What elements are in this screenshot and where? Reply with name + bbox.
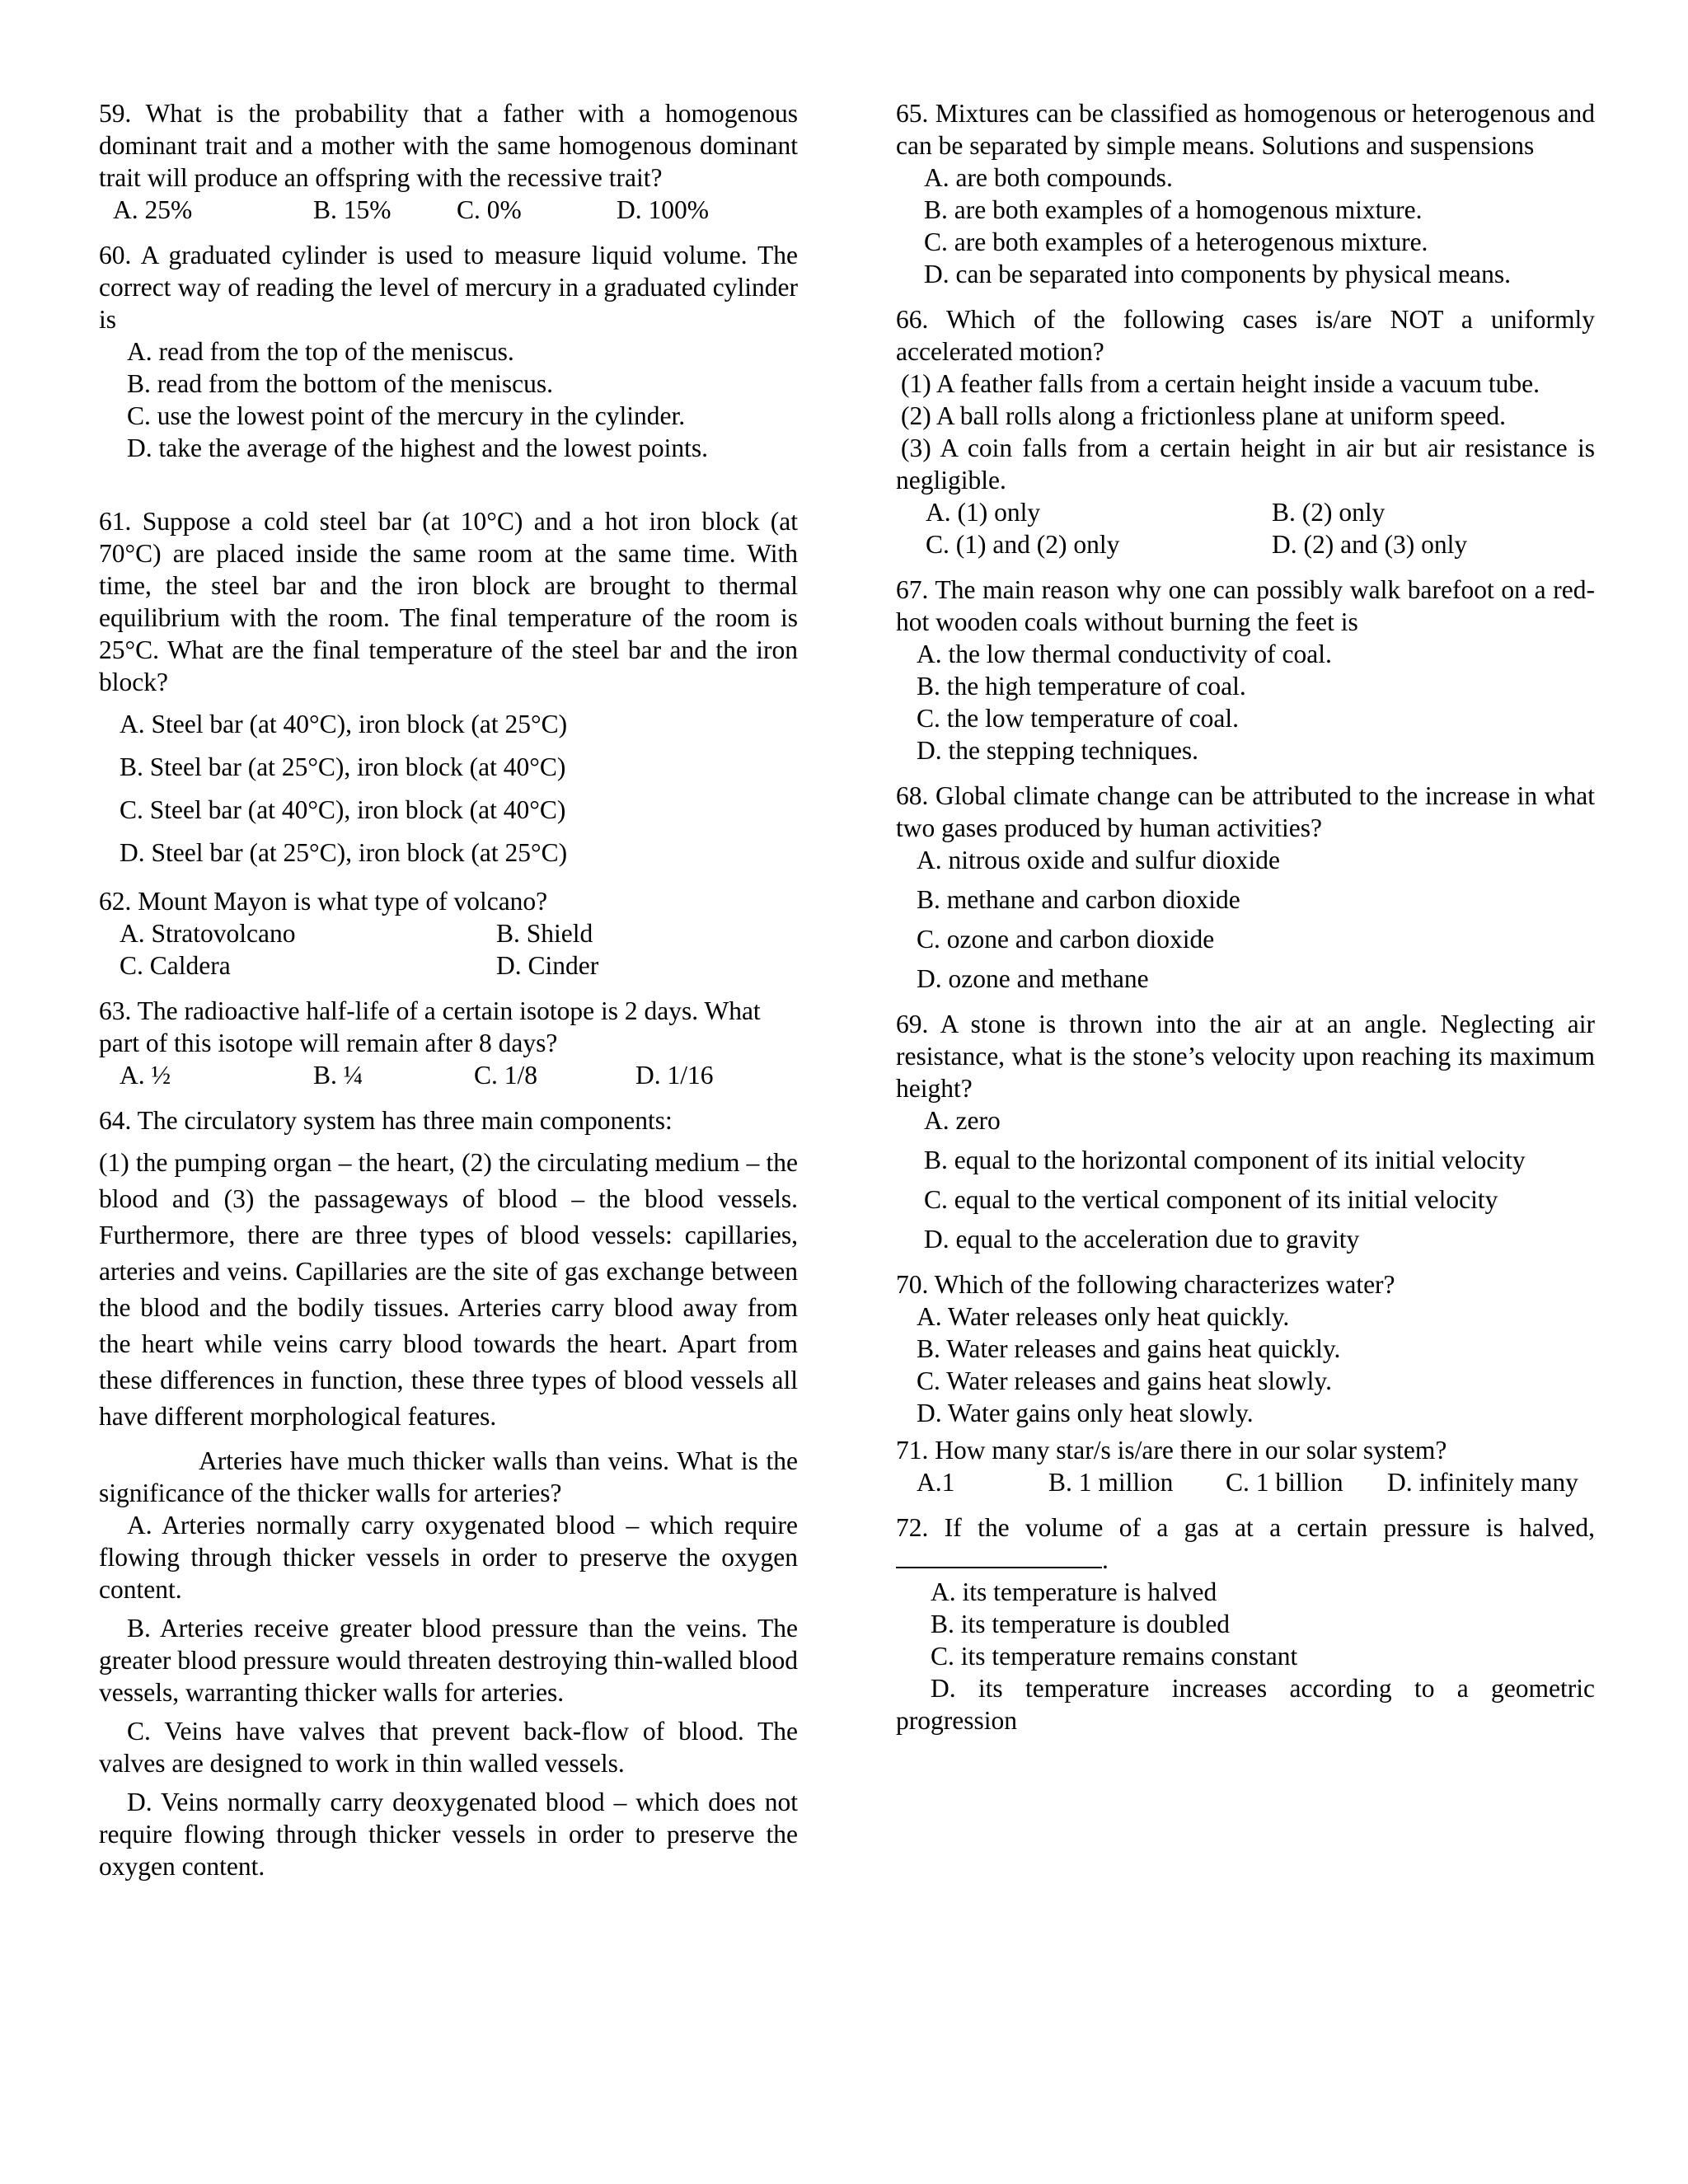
option-66-c[interactable]: C. (1) and (2) only (926, 530, 1120, 559)
statement-66-2: (2) A ball rolls along a frictionless plane at uniform speed. (901, 401, 1506, 430)
question-70 (896, 1268, 1595, 1429)
option-64-d[interactable]: D. Veins normally carry deoxygenated blood – which does not require flowing through thicker vessels in order to preserve the oxygen content. (99, 1788, 798, 1881)
question-63 (99, 995, 798, 1091)
option-62-a[interactable]: A. Stratovolcano (120, 919, 296, 948)
option-63-b[interactable]: B. ¼ (313, 1061, 363, 1090)
option-69-d[interactable]: D. equal to the acceleration due to gravity (924, 1225, 1360, 1254)
option-64-c[interactable]: C. Veins have valves that prevent back-flow of blood. The valves are designed to work in thin walled vessels. (99, 1717, 798, 1778)
question-63-stem: 63. The radioactive half-life of a certain isotope is 2 days. What part of this isotope will remain after 8 days? (99, 996, 761, 1057)
option-63-a[interactable]: A. ½ (120, 1061, 171, 1090)
option-69-c[interactable]: C. equal to the vertical component of its initial velocity (924, 1185, 1498, 1214)
option-65-d[interactable]: D. can be separated into components by physical means. (924, 260, 1512, 288)
question-59-stem: 59. What is the probability that a father with a homogenous dominant trait and a mother with the same homogenous dominant trait will produce an offspring with the recessive trait? (99, 99, 798, 192)
option-60-c[interactable]: C. use the lowest point of the mercury in the cylinder. (127, 401, 686, 430)
option-71-a[interactable]: A.1 (917, 1468, 955, 1497)
question-68-stem: 68. Global climate change can be attributed to the increase in what two gases produced by human activities? (896, 781, 1595, 842)
right-column (896, 97, 1595, 1736)
option-72-d[interactable]: D. its temperature increases according to a geometric progression (896, 1674, 1595, 1735)
question-64-stem: 64. The circulatory system has three main components: (99, 1106, 673, 1135)
question-61 (99, 505, 798, 869)
option-72-b[interactable]: B. its temperature is doubled (931, 1610, 1231, 1638)
option-61-b[interactable]: B. Steel bar (at 25°C), iron block (at 40°C) (120, 752, 566, 781)
question-68 (896, 780, 1595, 995)
question-65-stem: 65. Mixtures can be classified as homogenous or heterogenous and can be separated by simple means. Solutions and suspensions (896, 99, 1595, 160)
question-66 (896, 303, 1595, 560)
question-64 (99, 1104, 798, 1882)
question-61-stem: 61. Suppose a cold steel bar (at 10°C) and a hot iron block (at 70°C) are placed inside the same room at the same time. With time, the steel bar and the iron block are brought to thermal equilibrium with the room. The final temperature of the room is 25°C. What are the final temperature of the steel bar and the iron block? (99, 507, 798, 696)
question-62-stem: 62. Mount Mayon is what type of volcano? (99, 887, 548, 916)
option-66-a[interactable]: A. (1) only (926, 498, 1041, 527)
option-64-b[interactable]: B. Arteries receive greater blood pressure than the veins. The greater blood pressure would threaten destroying thin-walled blood vessels, warranting thicker walls for arteries. (99, 1614, 798, 1707)
option-68-b[interactable]: B. methane and carbon dioxide (917, 885, 1240, 914)
statement-66-1: (1) A feather falls from a certain height inside a vacuum tube. (901, 369, 1540, 398)
option-67-c[interactable]: C. the low temperature of coal. (917, 704, 1239, 733)
option-70-a[interactable]: A. Water releases only heat quickly. (917, 1302, 1290, 1331)
statement-66-3: (3) A coin falls from a certain height in air but air resistance is negligible. (896, 434, 1595, 494)
option-71-d[interactable]: D. infinitely many (1387, 1468, 1578, 1497)
option-71-c[interactable]: C. 1 billion (1226, 1468, 1343, 1497)
question-60 (99, 239, 798, 464)
option-61-c[interactable]: C. Steel bar (at 40°C), iron block (at 40°C) (120, 795, 566, 824)
option-65-b[interactable]: B. are both examples of a homogenous mixture. (924, 195, 1423, 224)
option-61-d[interactable]: D. Steel bar (at 25°C), iron block (at 25°C) (120, 838, 568, 867)
left-column (99, 97, 798, 1882)
question-69-stem: 69. A stone is thrown into the air at an angle. Neglecting air resistance, what is the stone’s velocity upon reaching its maximum height? (896, 1010, 1595, 1103)
option-67-a[interactable]: A. the low thermal conductivity of coal. (917, 640, 1332, 668)
option-59-d[interactable]: D. 100% (617, 195, 709, 224)
question-67 (896, 574, 1595, 766)
question-64-passage: (1) the pumping organ – the heart, (2) the circulating medium – the blood and (3) the passageways of blood – the blood vessels. Furthermore, there are three types of blood vessels: capillaries, arteries and veins. Capillaries are the site of gas exchange between the blood and the bodily tissues. Arteries carry blood away from the heart while veins carry blood towards the heart. Apart from these differences in function, these three types of blood vessels all have different morphological features. (99, 1148, 798, 1431)
question-70-stem: 70. Which of the following characterizes water? (896, 1270, 1395, 1299)
option-64-a[interactable]: A. Arteries normally carry oxygenated blood – which require flowing through thicker vessels in order to preserve the oxygen content. (99, 1511, 798, 1604)
question-69 (896, 1008, 1595, 1255)
option-60-a[interactable]: A. read from the top of the meniscus. (127, 337, 514, 366)
option-60-d[interactable]: D. take the average of the highest and the lowest points. (127, 434, 709, 462)
question-59-options (99, 194, 798, 226)
question-62 (99, 885, 798, 982)
option-63-c[interactable]: C. 1/8 (474, 1061, 538, 1090)
answer-blank[interactable] (896, 1545, 1102, 1568)
option-59-b[interactable]: B. 15% (313, 195, 392, 224)
option-70-d[interactable]: D. Water gains only heat slowly. (917, 1399, 1254, 1427)
question-72 (896, 1511, 1595, 1736)
option-69-b[interactable]: B. equal to the horizontal component of its initial velocity (924, 1146, 1526, 1174)
option-62-b[interactable]: B. Shield (496, 919, 593, 948)
option-68-d[interactable]: D. ozone and methane (917, 964, 1149, 993)
option-61-a[interactable]: A. Steel bar (at 40°C), iron block (at 25°C) (120, 710, 568, 738)
option-63-d[interactable]: D. 1/16 (635, 1061, 714, 1090)
option-67-b[interactable]: B. the high temperature of coal. (917, 672, 1246, 701)
option-67-d[interactable]: D. the stepping techniques. (917, 736, 1199, 765)
option-71-b[interactable]: B. 1 million (1048, 1468, 1174, 1497)
option-72-c[interactable]: C. its temperature remains constant (931, 1642, 1298, 1671)
question-60-stem: 60. A graduated cylinder is used to measure liquid volume. The correct way of reading the level of mercury in a graduated cylinder is (99, 241, 798, 334)
question-65 (896, 97, 1595, 290)
option-66-b[interactable]: B. (2) only (1272, 498, 1386, 527)
option-68-a[interactable]: A. nitrous oxide and sulfur dioxide (917, 846, 1280, 874)
question-59 (99, 97, 798, 226)
option-70-c[interactable]: C. Water releases and gains heat slowly. (917, 1366, 1332, 1395)
option-62-d[interactable]: D. Cinder (496, 951, 599, 980)
question-72-stem: 72. If the volume of a gas at a certain pressure is halved, (896, 1513, 1595, 1542)
option-60-b[interactable]: B. read from the bottom of the meniscus. (127, 369, 554, 398)
question-66-stem: 66. Which of the following cases is/are NOT a uniformly accelerated motion? (896, 305, 1595, 366)
option-68-c[interactable]: C. ozone and carbon dioxide (917, 925, 1215, 954)
question-71 (896, 1434, 1595, 1498)
question-71-stem: 71. How many star/s is/are there in our solar system? (896, 1436, 1447, 1465)
option-65-a[interactable]: A. are both compounds. (924, 163, 1173, 192)
option-59-c[interactable]: C. 0% (457, 195, 522, 224)
option-69-a[interactable]: A. zero (924, 1106, 1001, 1135)
option-66-d[interactable]: D. (2) and (3) only (1272, 530, 1468, 559)
question-67-stem: 67. The main reason why one can possibly walk barefoot on a red-hot wooden coals without burning the feet is (896, 575, 1595, 636)
option-59-a[interactable]: A. 25% (113, 195, 193, 224)
option-70-b[interactable]: B. Water releases and gains heat quickly. (917, 1334, 1341, 1363)
option-62-c[interactable]: C. Caldera (120, 951, 231, 980)
question-64-question: Arteries have much thicker walls than veins. What is the significance of the thicker walls for arteries? (99, 1446, 798, 1507)
question-72-blank: . (896, 1544, 1595, 1576)
option-72-a[interactable]: A. its temperature is halved (931, 1577, 1217, 1606)
option-65-c[interactable]: C. are both examples of a heterogenous mixture. (924, 227, 1428, 256)
